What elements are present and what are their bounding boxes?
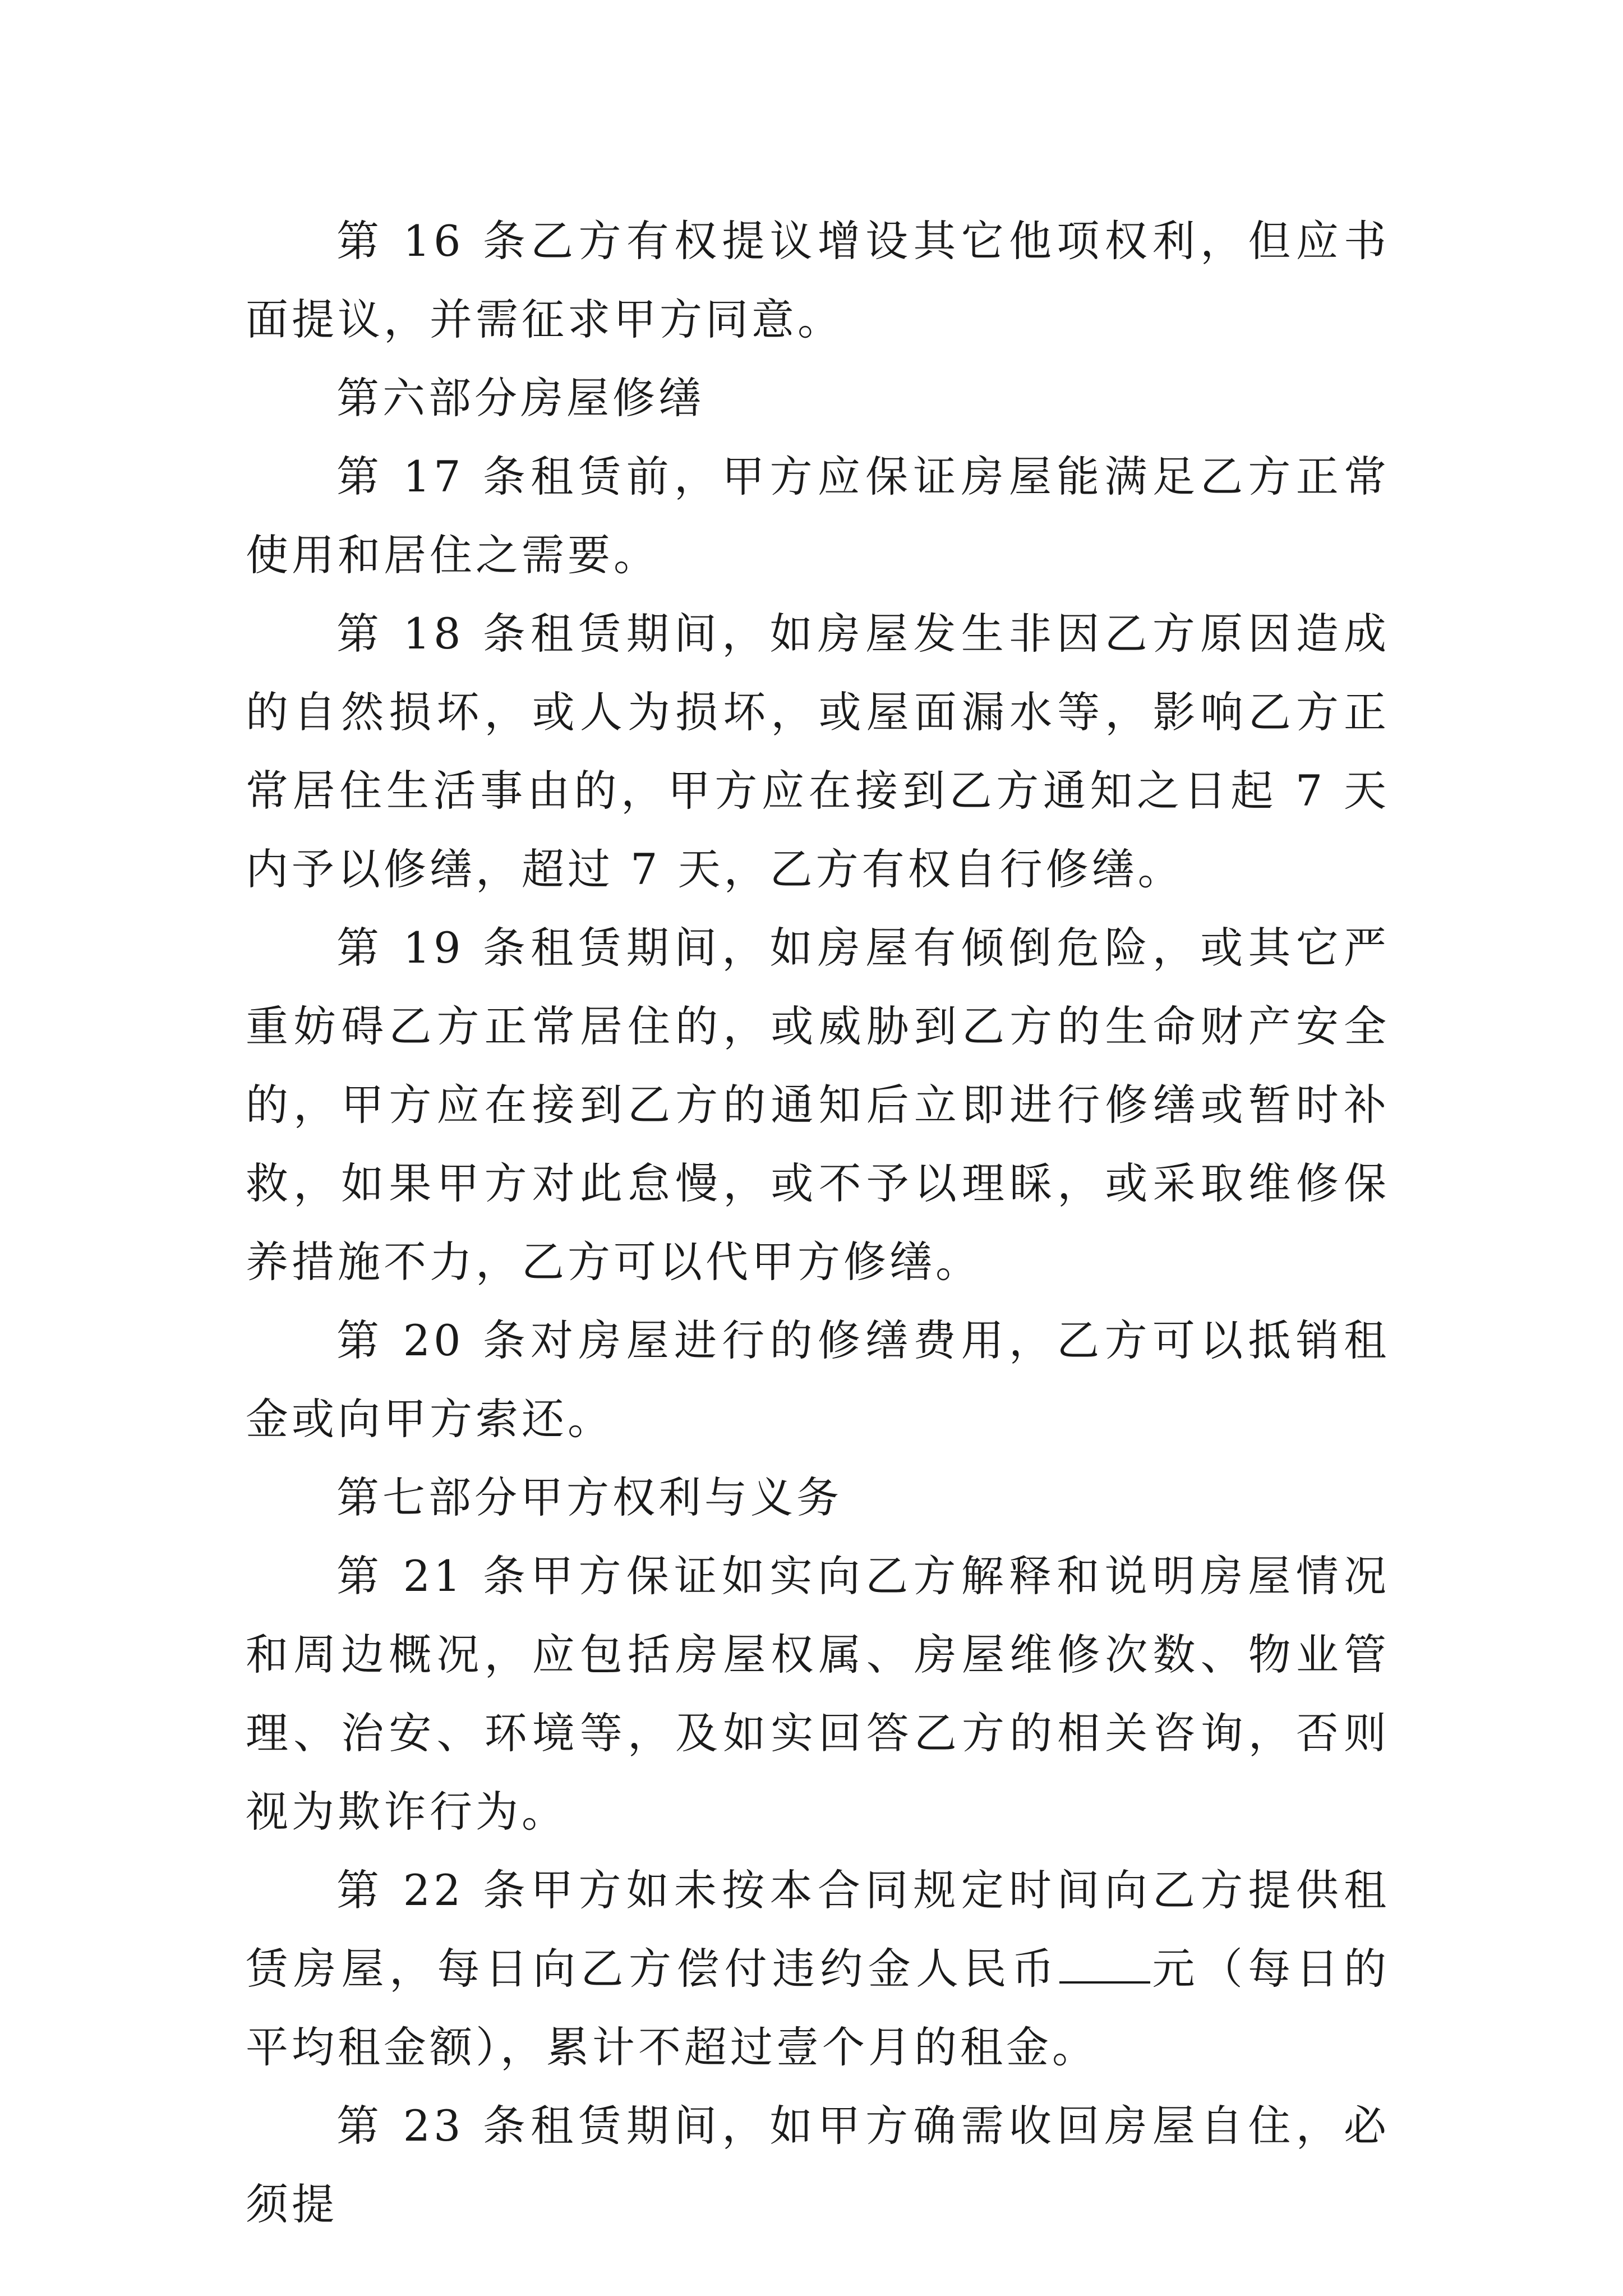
document-body — [246, 202, 1390, 2244]
clause-22 — [246, 1851, 1390, 2087]
clause-18: 第 18 条租赁期间，如房屋发生非因乙方原因造成的自然损坏，或人为损坏，或屋面漏水等，影响乙方正常居住生活事由的，甲方应在接到乙方通知之日起 7 天内予以修缮，超过 7 天，乙方有权自行修缮。 — [246, 609, 1390, 894]
clause-21: 第 21 条甲方保证如实向乙方解释和说明房屋情况和周边概况，应包括房屋权属、房屋维修次数、物业管理、治安、环境等，及如实回答乙方的相关咨询，否则视为欺诈行为。 — [246, 1551, 1390, 1837]
section-heading-6: 第六部分房屋修缮 — [336, 373, 704, 423]
fill-in-blank — [1059, 1942, 1150, 1984]
clause-23: 第 23 条租赁期间，如甲方确需收回房屋自住，必须提 — [246, 2101, 1390, 2229]
clause-20: 第 20 条对房屋进行的修缮费用，乙方可以抵销租金或向甲方索还。 — [246, 1315, 1390, 1444]
section-heading-7: 第七部分甲方权利与义务 — [336, 1473, 842, 1522]
clause-19: 第 19 条租赁期间，如房屋有倾倒危险，或其它严重妨碍乙方正常居住的，或威胁到乙方的生命财产安全的，甲方应在接到乙方的通知后立即进行修缮或暂时补救，如果甲方对此怠慢，或不予以理睬，或采取维修保养措施不力，乙方可以代甲方修缮。 — [246, 923, 1390, 1287]
clause-22-text-before: 第 22 条甲方如未按本合同规定时间向乙方提供租赁房屋，每日向乙方偿付违约金人民币 — [246, 1865, 1390, 1994]
clause-17: 第 17 条租赁前，甲方应保证房屋能满足乙方正常使用和居住之需要。 — [246, 452, 1390, 580]
clause-16: 第 16 条乙方有权提议增设其它他项权利，但应书面提议，并需征求甲方同意。 — [246, 216, 1390, 344]
clause-22-text-after: 元（每日的平均租金额），累计不超过壹个月的租金。 — [246, 1944, 1390, 2072]
